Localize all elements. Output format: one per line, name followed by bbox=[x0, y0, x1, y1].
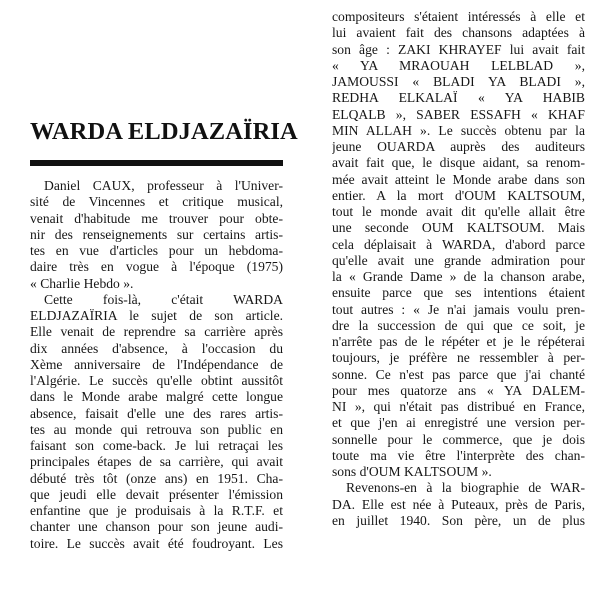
text-line: n'arrête pas de le répéter et je le répéterai bbox=[332, 334, 585, 349]
text-line: la « Grande Dame » de la chanson arabe, bbox=[332, 269, 585, 284]
text-line: Daniel CAUX, professeur à l'Univer- bbox=[44, 178, 283, 193]
text-line: Cette fois-là, c'était WARDA bbox=[44, 291, 283, 307]
text-line: JAMOUSSI « BLADI YA BLADI », bbox=[332, 74, 585, 89]
text-line: en juillet 1940. Son père, un de plus bbox=[332, 512, 585, 528]
text-line: toute ma vie être l'interprète des chan- bbox=[332, 447, 585, 463]
text-line: et que j'en ai enregistré une version per- bbox=[332, 415, 585, 431]
text-line: sons d'OUM KALTSOUM ». bbox=[332, 464, 492, 479]
text-line: qu'elle avait une grande admiration pour bbox=[332, 252, 585, 268]
text-line: absence, faisait d'elle une des rares artis- bbox=[30, 405, 283, 421]
text-line: débuté très tôt (onze ans) en 1951. Cha- bbox=[30, 470, 283, 486]
text-line: sonne. Ce n'est pas parce que j'ai chanté bbox=[332, 366, 585, 382]
text-line: ELQALB », SABER ESSAFH « KHAF bbox=[332, 106, 585, 122]
text-line: l'Algérie. Le succès qu'elle obtint aussitôt bbox=[30, 373, 283, 388]
text-line: ELDJAZAÏRIA le sujet de son article. bbox=[30, 308, 283, 323]
text-line: tout le monde avait dit qu'elle allait être bbox=[332, 204, 585, 219]
text-line: chanter une chanson pour son jeune audi- bbox=[30, 519, 283, 535]
text-line: tes au monde qui retrouva son public en bbox=[30, 421, 283, 437]
text-line: Xème anniversaire de l'Indépendance de bbox=[30, 356, 283, 372]
text-line: mée avait atteint le Monde arabe dans son bbox=[332, 171, 585, 187]
text-line: venait d'habitude me trouver pour obte- bbox=[30, 210, 283, 226]
text-line: « Charlie Hebdo ». bbox=[30, 275, 134, 291]
text-line: REDHA ELKALAÏ « YA HABIB bbox=[332, 90, 585, 106]
text-line: dans le Monde arabe malgré cette longue bbox=[30, 389, 283, 405]
text-line: lui avaient fait des chansons adaptées à bbox=[332, 25, 585, 41]
text-line: jeune OUARDA auprès des auditeurs bbox=[332, 139, 585, 154]
text-line: NI », qui n'était pas distribué en France, bbox=[332, 399, 585, 414]
text-line: tes en vue d'articles pour un hebdoma- bbox=[30, 243, 283, 258]
text-line: toujours, je préfère ne ressembler à per- bbox=[332, 350, 585, 366]
text-line: MIN ALLAH ». Le succès obtenu par la bbox=[332, 122, 585, 138]
text-line: entier. A la mort d'OUM KALTSOUM, bbox=[332, 187, 585, 203]
text-line: cela déplaisait à WARDA, d'abord parce bbox=[332, 236, 585, 252]
text-line: tout autres : « Je n'ai jamais voulu pren- bbox=[332, 301, 585, 317]
text-line: pour mes quatorze ans « YA DALEM- bbox=[332, 382, 585, 398]
text-line: avait fait que, le disque aidant, sa renom- bbox=[332, 155, 585, 171]
text-line: daire très en vogue à l'époque (1975) bbox=[30, 259, 283, 275]
text-line: dix années d'absence, à l'occasion du bbox=[30, 340, 283, 356]
left-column-text bbox=[30, 178, 283, 552]
text-line: nir des renseignements sur certains artis- bbox=[30, 226, 283, 242]
title-underline-rule bbox=[30, 160, 283, 166]
text-line: Revenons-en à la biographie de WAR- bbox=[346, 480, 585, 496]
text-line: dre la succession de qui que ce soit, je bbox=[332, 317, 585, 333]
text-line: compositeurs s'étaient intéressés à elle et bbox=[332, 9, 585, 24]
text-line: sonnelle pour le commerce, que je dois bbox=[332, 431, 585, 447]
article-title: WARDA ELDJAZAÏRIA bbox=[30, 118, 298, 145]
text-line: ensuite parce que ses intentions étaient bbox=[332, 285, 585, 301]
text-line: une seconde OUM KALTSOUM. Mais bbox=[332, 220, 585, 236]
text-line: son âge : ZAKI KHRAYEF lui avait fait bbox=[332, 41, 585, 57]
text-line: « YA MRAOUAH LELBLAD », bbox=[332, 57, 585, 73]
text-line: que jeudi elle devait présenter l'émission bbox=[30, 486, 283, 502]
text-line: sité de Vincennes et critique musical, bbox=[30, 194, 283, 210]
text-line: faisant son come-back. Je lui retraçai les bbox=[30, 438, 283, 453]
text-line: principales étapes de sa carrière, qui avait bbox=[30, 454, 283, 470]
right-column-text bbox=[332, 9, 585, 529]
text-line: DA. Elle est née à Puteaux, près de Paris, bbox=[332, 496, 585, 512]
text-line: enfantine que je produisais à la R.T.F. et bbox=[30, 503, 283, 518]
text-line: toire. Le succès avait été foudroyant. Les bbox=[30, 535, 283, 551]
text-line: Elle venait de reprendre sa carrière après bbox=[30, 324, 283, 340]
